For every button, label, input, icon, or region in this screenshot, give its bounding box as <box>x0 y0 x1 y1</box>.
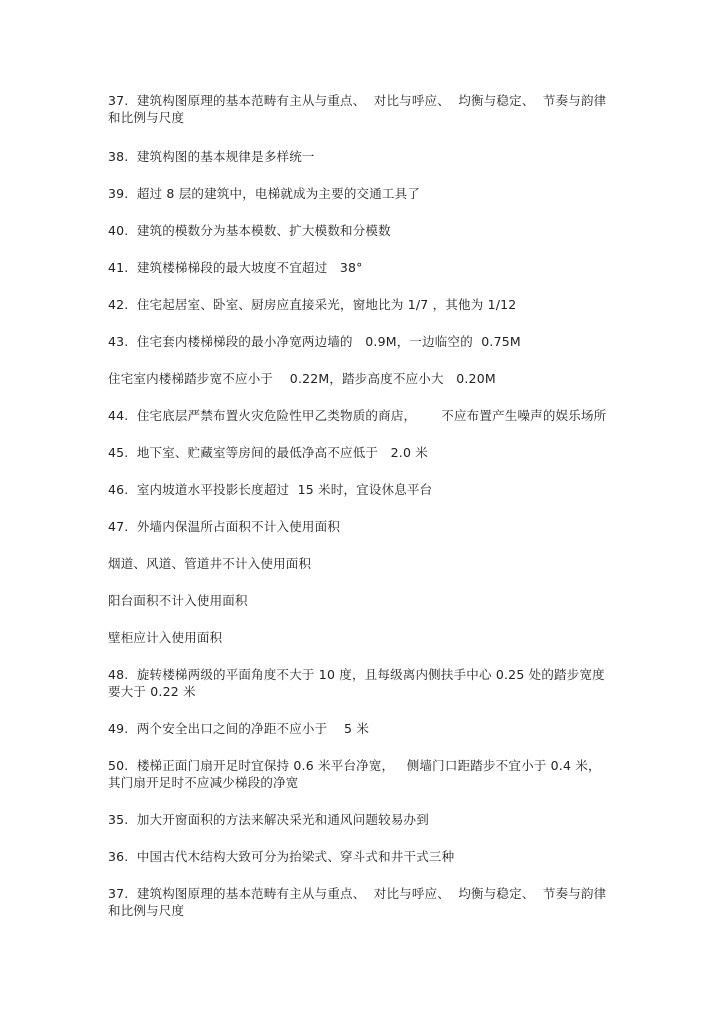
paragraph-46-ramp: 46. 室内坡道水平投影长度超过 15 米时，宜设休息平台 <box>108 482 433 497</box>
paragraph-40-modulus: 40. 建筑的模数分为基本模数、扩大模数和分模数 <box>108 223 391 238</box>
paragraph-stair-tread: 住宅室内楼梯踏步宽不应小于 0.22M，踏步高度不应小大 0.20M <box>108 371 496 386</box>
paragraph-37-composition-principles-repeat: 37. 建筑构图原理的基本范畴有主从与重点、 对比与呼应、 均衡与稳定、 节奏与韵律和比例与尺度 <box>108 886 607 918</box>
paragraph-39-elevator: 39. 超过 8 层的建筑中，电梯就成为主要的交通工具了 <box>108 186 421 201</box>
paragraph-45-basement-height: 45. 地下室、贮藏室等房间的最低净高不应低于 2.0 米 <box>108 445 428 460</box>
paragraph-47-insulation-area: 47. 外墙内保温所占面积不计入使用面积 <box>108 519 341 534</box>
paragraph-44-ground-floor: 44. 住宅底层严禁布置火灾危险性甲乙类物质的商店， 不应布置产生噪声的娱乐场所 <box>108 408 607 423</box>
paragraph-flue-area: 烟道、风道、管道井不计入使用面积 <box>108 556 312 571</box>
paragraph-50-stair-door: 50. 楼梯正面门扇开足时宜保持 0.6 米平台净宽， 侧墙门口距踏步不宜小于 0.4 米，其门扇开足时不应减少梯段的净宽 <box>108 758 601 790</box>
document-body <box>108 92 608 939</box>
paragraph-48-spiral-stair: 48. 旋转楼梯两级的平面角度不大于 10 度，且每级离内侧扶手中心 0.25 处的踏步宽度要大于 0.22 米 <box>108 667 605 699</box>
paragraph-37-composition-principles: 37. 建筑构图原理的基本范畴有主从与重点、 对比与呼应、 均衡与稳定、 节奏与韵律和比例与尺度 <box>108 93 607 125</box>
paragraph-49-exit-distance: 49. 两个安全出口之间的净距不应小于 5 米 <box>108 721 370 736</box>
paragraph-42-daylighting: 42. 住宅起居室、卧室、厨房应直接采光，窗地比为 1/7 ，其他为 1/12 <box>108 297 517 312</box>
paragraph-41-stair-slope: 41. 建筑楼梯梯段的最大坡度不宜超过 38° <box>108 260 363 275</box>
paragraph-36-timber-structure: 36. 中国古代木结构大致可分为抬梁式、穿斗式和井干式三种 <box>108 849 455 864</box>
paragraph-43-stair-width: 43. 住宅套内楼梯梯段的最小净宽两边墙的 0.9M，一边临空的 0.75M <box>108 334 521 349</box>
paragraph-38-composition-law: 38. 建筑构图的基本规律是多样统一 <box>108 149 315 164</box>
paragraph-closet-area: 壁柜应计入使用面积 <box>108 630 223 645</box>
paragraph-balcony-area: 阳台面积不计入使用面积 <box>108 593 248 608</box>
paragraph-35-window-area: 35. 加大开窗面积的方法来解决采光和通风问题较易办到 <box>108 812 429 827</box>
